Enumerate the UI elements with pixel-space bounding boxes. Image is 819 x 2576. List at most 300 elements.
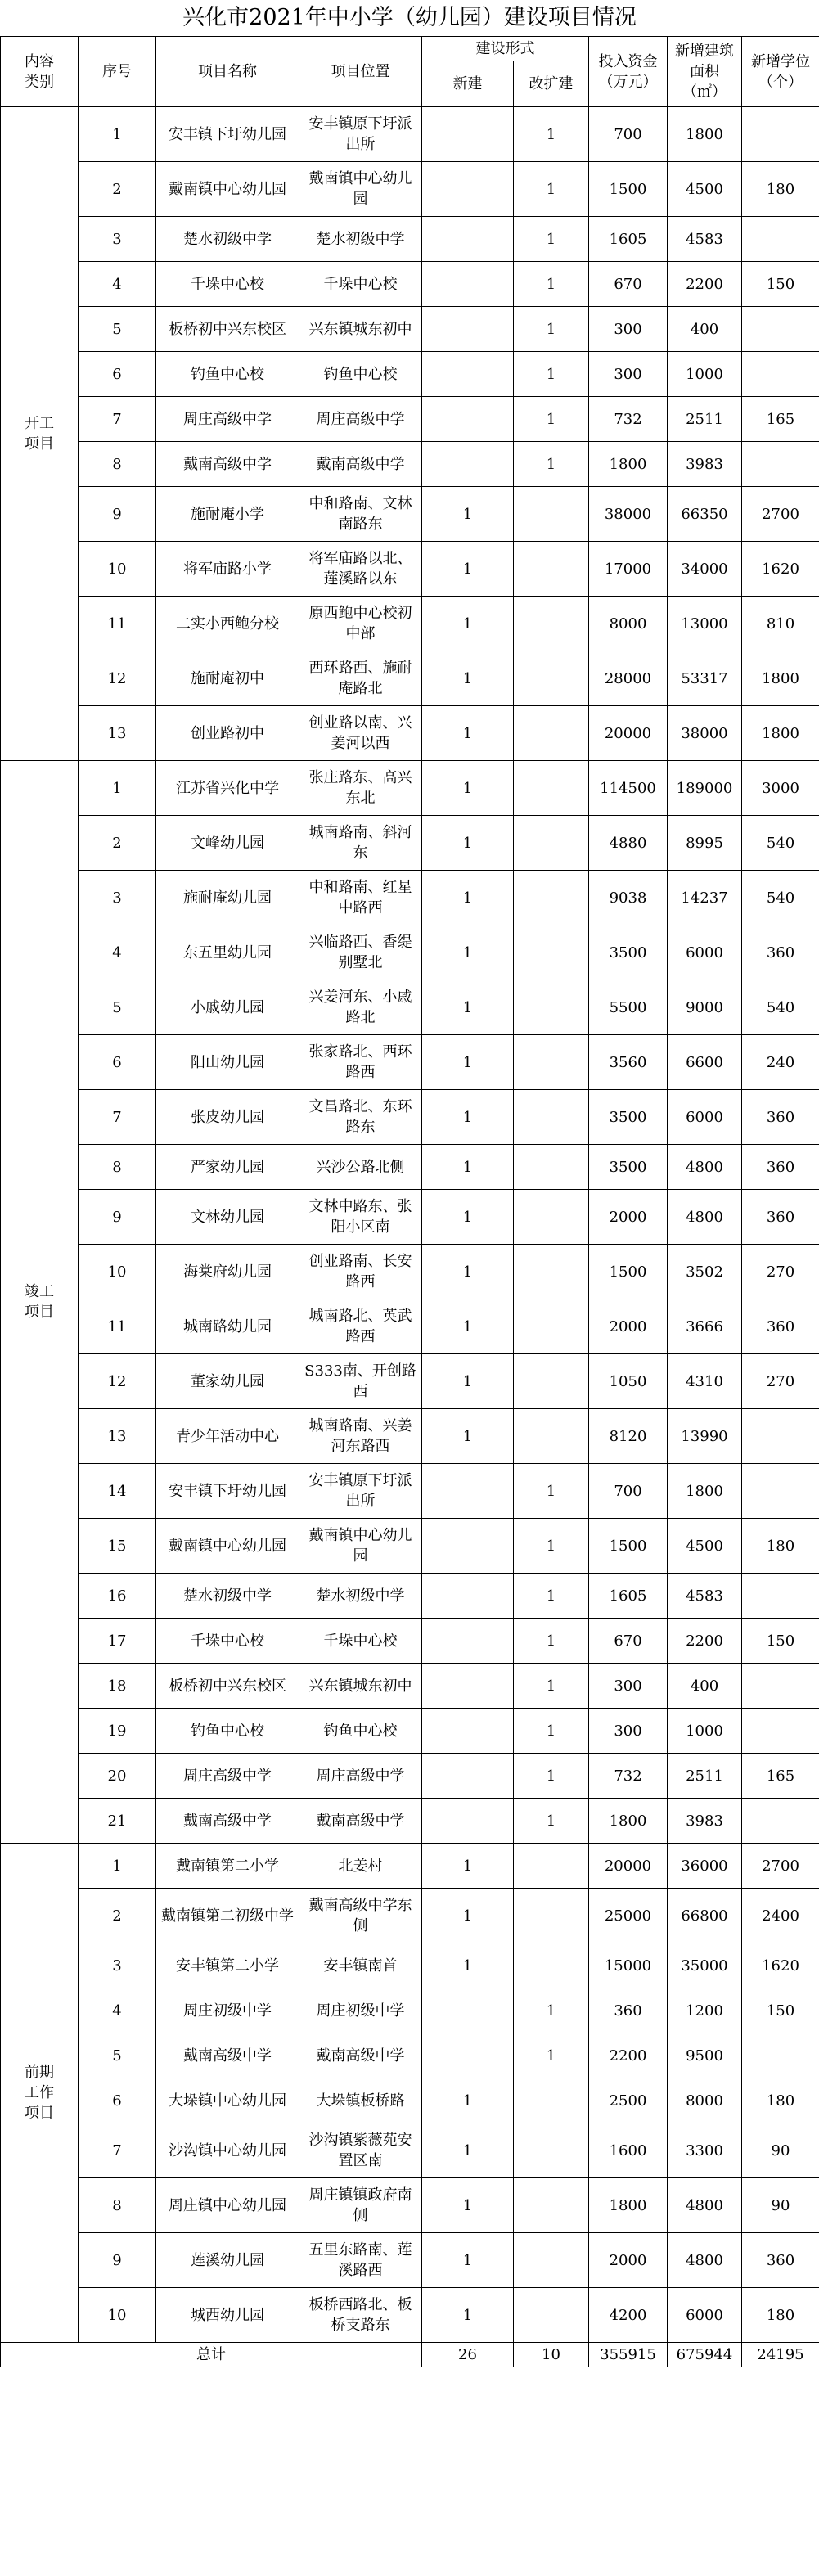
invest-cell: 2200 bbox=[589, 2033, 668, 2078]
seats-cell: 180 bbox=[742, 1519, 819, 1574]
seq-cell: 6 bbox=[79, 2078, 156, 2123]
project-location-cell: 北姜村 bbox=[299, 1844, 422, 1889]
new-build-cell bbox=[422, 442, 514, 487]
table-row bbox=[1, 2123, 819, 2178]
project-name-cell: 千垛中心校 bbox=[156, 1619, 299, 1664]
seats-cell: 90 bbox=[742, 2178, 819, 2233]
project-location-cell: 戴南高级中学 bbox=[299, 1799, 422, 1844]
project-location-cell: S333南、开创路西 bbox=[299, 1354, 422, 1409]
new-build-cell: 1 bbox=[422, 1889, 514, 1943]
seq-cell: 5 bbox=[79, 307, 156, 352]
seats-cell bbox=[742, 107, 819, 162]
project-name-cell: 东五里幼儿园 bbox=[156, 925, 299, 980]
project-location-cell: 文昌路北、东环路东 bbox=[299, 1090, 422, 1145]
area-cell: 6600 bbox=[668, 1035, 742, 1090]
new-build-cell: 1 bbox=[422, 651, 514, 706]
table-row bbox=[1, 107, 819, 162]
seats-cell: 180 bbox=[742, 162, 819, 217]
renovate-cell bbox=[514, 1889, 589, 1943]
new-build-cell bbox=[422, 1664, 514, 1709]
invest-cell: 1050 bbox=[589, 1354, 668, 1409]
table-row bbox=[1, 1409, 819, 1464]
project-location-cell: 中和路南、文林南路东 bbox=[299, 487, 422, 542]
table-row bbox=[1, 262, 819, 307]
table-row bbox=[1, 1799, 819, 1844]
renovate-cell bbox=[514, 761, 589, 816]
area-cell: 4800 bbox=[668, 1190, 742, 1245]
seats-cell: 1800 bbox=[742, 651, 819, 706]
project-name-cell: 施耐庵小学 bbox=[156, 487, 299, 542]
renovate-cell bbox=[514, 2123, 589, 2178]
project-name-cell: 戴南镇第二小学 bbox=[156, 1844, 299, 1889]
project-name-cell: 二实小西鲍分校 bbox=[156, 597, 299, 651]
invest-cell: 1605 bbox=[589, 217, 668, 262]
project-location-cell: 兴东镇城东初中 bbox=[299, 1664, 422, 1709]
project-name-cell: 戴南镇中心幼儿园 bbox=[156, 1519, 299, 1574]
renovate-cell: 1 bbox=[514, 107, 589, 162]
seats-cell bbox=[742, 442, 819, 487]
seats-cell: 180 bbox=[742, 2078, 819, 2123]
project-name-cell: 青少年活动中心 bbox=[156, 1409, 299, 1464]
header-renovate: 改扩建 bbox=[514, 61, 589, 107]
seq-cell: 2 bbox=[79, 816, 156, 871]
invest-cell: 2000 bbox=[589, 2233, 668, 2288]
header-seats: 新增学位 （个） bbox=[742, 37, 819, 107]
seats-cell bbox=[742, 1799, 819, 1844]
project-location-cell: 戴南高级中学 bbox=[299, 442, 422, 487]
area-cell: 8000 bbox=[668, 2078, 742, 2123]
project-name-cell: 莲溪幼儿园 bbox=[156, 2233, 299, 2288]
project-name-cell: 周庄初级中学 bbox=[156, 1988, 299, 2033]
new-build-cell: 1 bbox=[422, 542, 514, 597]
renovate-cell: 1 bbox=[514, 352, 589, 397]
renovate-cell bbox=[514, 1943, 589, 1988]
new-build-cell bbox=[422, 1619, 514, 1664]
project-name-cell: 戴南镇第二初级中学 bbox=[156, 1889, 299, 1943]
renovate-cell: 1 bbox=[514, 442, 589, 487]
seats-cell: 540 bbox=[742, 871, 819, 925]
renovate-cell: 1 bbox=[514, 1754, 589, 1799]
renovate-cell bbox=[514, 2288, 589, 2343]
new-build-cell: 1 bbox=[422, 1190, 514, 1245]
new-build-cell: 1 bbox=[422, 1090, 514, 1145]
project-name-cell: 阳山幼儿园 bbox=[156, 1035, 299, 1090]
table-body bbox=[1, 107, 819, 2367]
seats-cell: 165 bbox=[742, 1754, 819, 1799]
project-name-cell: 楚水初级中学 bbox=[156, 1574, 299, 1619]
new-build-cell: 1 bbox=[422, 1299, 514, 1354]
area-cell: 3983 bbox=[668, 442, 742, 487]
renovate-cell: 1 bbox=[514, 1709, 589, 1754]
seq-cell: 15 bbox=[79, 1519, 156, 1574]
project-location-cell: 周庄高级中学 bbox=[299, 1754, 422, 1799]
project-location-cell: 文林中路东、张阳小区南 bbox=[299, 1190, 422, 1245]
seq-cell: 2 bbox=[79, 162, 156, 217]
invest-cell: 4200 bbox=[589, 2288, 668, 2343]
table-row bbox=[1, 542, 819, 597]
invest-cell: 25000 bbox=[589, 1889, 668, 1943]
renovate-cell bbox=[514, 2078, 589, 2123]
header-category: 内容 类别 bbox=[1, 37, 79, 107]
table-row bbox=[1, 1299, 819, 1354]
project-location-cell: 创业路南、长安路西 bbox=[299, 1245, 422, 1299]
project-name-cell: 周庄高级中学 bbox=[156, 1754, 299, 1799]
new-build-cell bbox=[422, 1574, 514, 1619]
area-cell: 1000 bbox=[668, 352, 742, 397]
project-name-cell: 海棠府幼儿园 bbox=[156, 1245, 299, 1299]
invest-cell: 670 bbox=[589, 1619, 668, 1664]
new-build-cell bbox=[422, 397, 514, 442]
table-row bbox=[1, 1245, 819, 1299]
area-cell: 36000 bbox=[668, 1844, 742, 1889]
total-row bbox=[1, 2343, 819, 2367]
project-location-cell: 戴南镇中心幼儿园 bbox=[299, 162, 422, 217]
seats-cell: 540 bbox=[742, 816, 819, 871]
area-cell: 1200 bbox=[668, 1988, 742, 2033]
seats-cell bbox=[742, 217, 819, 262]
renovate-cell bbox=[514, 1354, 589, 1409]
seats-cell: 360 bbox=[742, 1145, 819, 1190]
project-location-cell: 兴临路西、香缇别墅北 bbox=[299, 925, 422, 980]
project-name-cell: 城西幼儿园 bbox=[156, 2288, 299, 2343]
table-row bbox=[1, 2233, 819, 2288]
new-build-cell: 1 bbox=[422, 1035, 514, 1090]
invest-cell: 300 bbox=[589, 1709, 668, 1754]
new-build-cell: 1 bbox=[422, 925, 514, 980]
seq-cell: 9 bbox=[79, 2233, 156, 2288]
header-name: 项目名称 bbox=[156, 37, 299, 107]
table-row bbox=[1, 816, 819, 871]
new-build-cell: 1 bbox=[422, 1145, 514, 1190]
invest-cell: 700 bbox=[589, 107, 668, 162]
table-row bbox=[1, 1145, 819, 1190]
project-location-cell: 兴东镇城东初中 bbox=[299, 307, 422, 352]
seats-cell bbox=[742, 307, 819, 352]
table-row bbox=[1, 1035, 819, 1090]
project-name-cell: 安丰镇第二小学 bbox=[156, 1943, 299, 1988]
new-build-cell: 1 bbox=[422, 1844, 514, 1889]
new-build-cell: 1 bbox=[422, 487, 514, 542]
seats-cell: 180 bbox=[742, 2288, 819, 2343]
table-row bbox=[1, 2078, 819, 2123]
renovate-cell: 1 bbox=[514, 397, 589, 442]
area-cell: 2511 bbox=[668, 1754, 742, 1799]
new-build-cell: 1 bbox=[422, 1409, 514, 1464]
project-name-cell: 城南路幼儿园 bbox=[156, 1299, 299, 1354]
seq-cell: 6 bbox=[79, 352, 156, 397]
renovate-cell bbox=[514, 1145, 589, 1190]
new-build-cell: 1 bbox=[422, 816, 514, 871]
area-cell: 4583 bbox=[668, 217, 742, 262]
project-location-cell: 戴南镇中心幼儿园 bbox=[299, 1519, 422, 1574]
seq-cell: 7 bbox=[79, 2123, 156, 2178]
renovate-cell bbox=[514, 925, 589, 980]
invest-cell: 1800 bbox=[589, 442, 668, 487]
project-location-cell: 张庄路东、高兴东北 bbox=[299, 761, 422, 816]
invest-cell: 20000 bbox=[589, 1844, 668, 1889]
area-cell: 38000 bbox=[668, 706, 742, 761]
project-location-cell: 千垛中心校 bbox=[299, 262, 422, 307]
header-invest: 投入资金 （万元） bbox=[589, 37, 668, 107]
new-build-cell: 1 bbox=[422, 706, 514, 761]
seats-cell: 540 bbox=[742, 980, 819, 1035]
invest-cell: 1800 bbox=[589, 2178, 668, 2233]
renovate-cell: 1 bbox=[514, 1619, 589, 1664]
renovate-cell: 1 bbox=[514, 2033, 589, 2078]
area-cell: 34000 bbox=[668, 542, 742, 597]
project-location-cell: 戴南高级中学东侧 bbox=[299, 1889, 422, 1943]
project-name-cell: 董家幼儿园 bbox=[156, 1354, 299, 1409]
renovate-cell bbox=[514, 1299, 589, 1354]
renovate-cell bbox=[514, 871, 589, 925]
table-row bbox=[1, 1754, 819, 1799]
project-location-cell: 楚水初级中学 bbox=[299, 217, 422, 262]
seats-cell bbox=[742, 352, 819, 397]
page-title: 兴化市2021年中小学（幼儿园）建设项目情况 bbox=[182, 5, 637, 30]
total-label-cell: 总计 bbox=[1, 2343, 422, 2367]
seq-cell: 8 bbox=[79, 442, 156, 487]
seq-cell: 21 bbox=[79, 1799, 156, 1844]
table-row bbox=[1, 871, 819, 925]
project-location-cell: 钓鱼中心校 bbox=[299, 352, 422, 397]
seats-cell: 2700 bbox=[742, 487, 819, 542]
seq-cell: 3 bbox=[79, 217, 156, 262]
area-cell: 4583 bbox=[668, 1574, 742, 1619]
table-row bbox=[1, 1354, 819, 1409]
invest-cell: 2000 bbox=[589, 1299, 668, 1354]
seats-cell: 270 bbox=[742, 1245, 819, 1299]
renovate-cell bbox=[514, 542, 589, 597]
invest-cell: 2500 bbox=[589, 2078, 668, 2123]
seq-cell: 8 bbox=[79, 2178, 156, 2233]
table-row bbox=[1, 162, 819, 217]
seq-cell: 16 bbox=[79, 1574, 156, 1619]
seq-cell: 1 bbox=[79, 107, 156, 162]
seq-cell: 4 bbox=[79, 1988, 156, 2033]
seats-cell bbox=[742, 1664, 819, 1709]
invest-cell: 17000 bbox=[589, 542, 668, 597]
new-build-cell bbox=[422, 262, 514, 307]
new-build-cell: 1 bbox=[422, 2288, 514, 2343]
invest-cell: 1500 bbox=[589, 162, 668, 217]
invest-cell: 8120 bbox=[589, 1409, 668, 1464]
area-cell: 1800 bbox=[668, 107, 742, 162]
new-build-cell bbox=[422, 1709, 514, 1754]
seq-cell: 10 bbox=[79, 2288, 156, 2343]
project-location-cell: 周庄高级中学 bbox=[299, 397, 422, 442]
table-row bbox=[1, 1574, 819, 1619]
invest-cell: 4880 bbox=[589, 816, 668, 871]
seq-cell: 1 bbox=[79, 1844, 156, 1889]
project-location-cell: 千垛中心校 bbox=[299, 1619, 422, 1664]
seq-cell: 4 bbox=[79, 925, 156, 980]
project-location-cell: 将军庙路以北、莲溪路以东 bbox=[299, 542, 422, 597]
seq-cell: 14 bbox=[79, 1464, 156, 1519]
seq-cell: 6 bbox=[79, 1035, 156, 1090]
new-build-cell: 1 bbox=[422, 2123, 514, 2178]
project-location-cell: 中和路南、红星中路西 bbox=[299, 871, 422, 925]
project-name-cell: 戴南镇中心幼儿园 bbox=[156, 162, 299, 217]
table-row bbox=[1, 352, 819, 397]
area-cell: 66350 bbox=[668, 487, 742, 542]
renovate-cell bbox=[514, 1245, 589, 1299]
seq-cell: 19 bbox=[79, 1709, 156, 1754]
project-name-cell: 板桥初中兴东校区 bbox=[156, 1664, 299, 1709]
new-build-cell bbox=[422, 1988, 514, 2033]
project-name-cell: 安丰镇下圩幼儿园 bbox=[156, 107, 299, 162]
seq-cell: 9 bbox=[79, 1190, 156, 1245]
renovate-cell: 1 bbox=[514, 217, 589, 262]
area-cell: 8995 bbox=[668, 816, 742, 871]
renovate-cell bbox=[514, 1035, 589, 1090]
total-area-cell: 675944 bbox=[668, 2343, 742, 2367]
invest-cell: 114500 bbox=[589, 761, 668, 816]
table-row bbox=[1, 2178, 819, 2233]
new-build-cell bbox=[422, 1754, 514, 1799]
project-name-cell: 楚水初级中学 bbox=[156, 217, 299, 262]
renovate-cell: 1 bbox=[514, 307, 589, 352]
new-build-cell: 1 bbox=[422, 1245, 514, 1299]
new-build-cell: 1 bbox=[422, 761, 514, 816]
area-cell: 2200 bbox=[668, 262, 742, 307]
project-name-cell: 小戚幼儿园 bbox=[156, 980, 299, 1035]
table-row bbox=[1, 1619, 819, 1664]
project-location-cell: 城南路南、兴姜河东路西 bbox=[299, 1409, 422, 1464]
seats-cell: 90 bbox=[742, 2123, 819, 2178]
renovate-cell bbox=[514, 597, 589, 651]
invest-cell: 300 bbox=[589, 352, 668, 397]
project-name-cell: 钓鱼中心校 bbox=[156, 1709, 299, 1754]
project-location-cell: 五里东路南、莲溪路西 bbox=[299, 2233, 422, 2288]
area-cell: 3983 bbox=[668, 1799, 742, 1844]
area-cell: 4800 bbox=[668, 1145, 742, 1190]
area-cell: 1800 bbox=[668, 1464, 742, 1519]
renovate-cell: 1 bbox=[514, 1519, 589, 1574]
area-cell: 4500 bbox=[668, 162, 742, 217]
invest-cell: 3500 bbox=[589, 1145, 668, 1190]
project-name-cell: 大垛镇中心幼儿园 bbox=[156, 2078, 299, 2123]
seats-cell bbox=[742, 1409, 819, 1464]
new-build-cell bbox=[422, 1799, 514, 1844]
seq-cell: 4 bbox=[79, 262, 156, 307]
area-cell: 400 bbox=[668, 1664, 742, 1709]
area-cell: 400 bbox=[668, 307, 742, 352]
renovate-cell bbox=[514, 1090, 589, 1145]
seq-cell: 11 bbox=[79, 1299, 156, 1354]
invest-cell: 3500 bbox=[589, 1090, 668, 1145]
seats-cell: 360 bbox=[742, 2233, 819, 2288]
project-name-cell: 板桥初中兴东校区 bbox=[156, 307, 299, 352]
seats-cell: 240 bbox=[742, 1035, 819, 1090]
renovate-cell bbox=[514, 706, 589, 761]
renovate-cell bbox=[514, 816, 589, 871]
project-location-cell: 城南路北、英武路西 bbox=[299, 1299, 422, 1354]
project-name-cell: 千垛中心校 bbox=[156, 262, 299, 307]
table-row bbox=[1, 1519, 819, 1574]
invest-cell: 1605 bbox=[589, 1574, 668, 1619]
renovate-cell bbox=[514, 2233, 589, 2288]
project-location-cell: 沙沟镇紫薇苑安置区南 bbox=[299, 2123, 422, 2178]
project-location-cell: 大垛镇板桥路 bbox=[299, 2078, 422, 2123]
table-row bbox=[1, 597, 819, 651]
area-cell: 3666 bbox=[668, 1299, 742, 1354]
renovate-cell bbox=[514, 1409, 589, 1464]
area-cell: 13990 bbox=[668, 1409, 742, 1464]
invest-cell: 8000 bbox=[589, 597, 668, 651]
seats-cell: 360 bbox=[742, 1299, 819, 1354]
project-location-cell: 西环路西、施耐庵路北 bbox=[299, 651, 422, 706]
area-cell: 4500 bbox=[668, 1519, 742, 1574]
project-name-cell: 张皮幼儿园 bbox=[156, 1090, 299, 1145]
seq-cell: 8 bbox=[79, 1145, 156, 1190]
seats-cell: 2700 bbox=[742, 1844, 819, 1889]
area-cell: 6000 bbox=[668, 925, 742, 980]
table-row bbox=[1, 217, 819, 262]
project-name-cell: 周庄高级中学 bbox=[156, 397, 299, 442]
new-build-cell bbox=[422, 1464, 514, 1519]
seq-cell: 5 bbox=[79, 2033, 156, 2078]
renovate-cell: 1 bbox=[514, 1664, 589, 1709]
invest-cell: 5500 bbox=[589, 980, 668, 1035]
project-location-cell: 原西鲍中心校初中部 bbox=[299, 597, 422, 651]
new-build-cell bbox=[422, 217, 514, 262]
renovate-cell bbox=[514, 1190, 589, 1245]
new-build-cell: 1 bbox=[422, 871, 514, 925]
renovate-cell bbox=[514, 487, 589, 542]
project-name-cell: 施耐庵幼儿园 bbox=[156, 871, 299, 925]
project-name-cell: 文峰幼儿园 bbox=[156, 816, 299, 871]
project-name-cell: 钓鱼中心校 bbox=[156, 352, 299, 397]
invest-cell: 700 bbox=[589, 1464, 668, 1519]
new-build-cell bbox=[422, 307, 514, 352]
seq-cell: 3 bbox=[79, 1943, 156, 1988]
header-area: 新增建筑 面积 （㎡） bbox=[668, 37, 742, 107]
invest-cell: 1500 bbox=[589, 1245, 668, 1299]
seq-cell: 11 bbox=[79, 597, 156, 651]
total-seats-cell: 24195 bbox=[742, 2343, 819, 2367]
header-new: 新建 bbox=[422, 61, 514, 107]
project-name-cell: 安丰镇下圩幼儿园 bbox=[156, 1464, 299, 1519]
invest-cell: 1800 bbox=[589, 1799, 668, 1844]
new-build-cell: 1 bbox=[422, 980, 514, 1035]
category-cell: 开工 项目 bbox=[1, 107, 79, 761]
invest-cell: 732 bbox=[589, 397, 668, 442]
project-location-cell: 创业路以南、兴姜河以西 bbox=[299, 706, 422, 761]
project-name-cell: 严家幼儿园 bbox=[156, 1145, 299, 1190]
new-build-cell: 1 bbox=[422, 2233, 514, 2288]
invest-cell: 360 bbox=[589, 1988, 668, 2033]
renovate-cell bbox=[514, 651, 589, 706]
seq-cell: 20 bbox=[79, 1754, 156, 1799]
invest-cell: 1500 bbox=[589, 1519, 668, 1574]
project-location-cell: 安丰镇原下圩派出所 bbox=[299, 1464, 422, 1519]
seats-cell: 360 bbox=[742, 1190, 819, 1245]
category-cell: 前期 工作 项目 bbox=[1, 1844, 79, 2343]
new-build-cell bbox=[422, 162, 514, 217]
renovate-cell bbox=[514, 2178, 589, 2233]
seats-cell: 1620 bbox=[742, 1943, 819, 1988]
project-name-cell: 江苏省兴化中学 bbox=[156, 761, 299, 816]
total-new-cell: 26 bbox=[422, 2343, 514, 2367]
seats-cell: 1800 bbox=[742, 706, 819, 761]
area-cell: 35000 bbox=[668, 1943, 742, 1988]
project-location-cell: 兴姜河东、小戚路北 bbox=[299, 980, 422, 1035]
invest-cell: 3560 bbox=[589, 1035, 668, 1090]
project-location-cell: 城南路南、斜河东 bbox=[299, 816, 422, 871]
project-name-cell: 将军庙路小学 bbox=[156, 542, 299, 597]
new-build-cell: 1 bbox=[422, 2078, 514, 2123]
invest-cell: 28000 bbox=[589, 651, 668, 706]
